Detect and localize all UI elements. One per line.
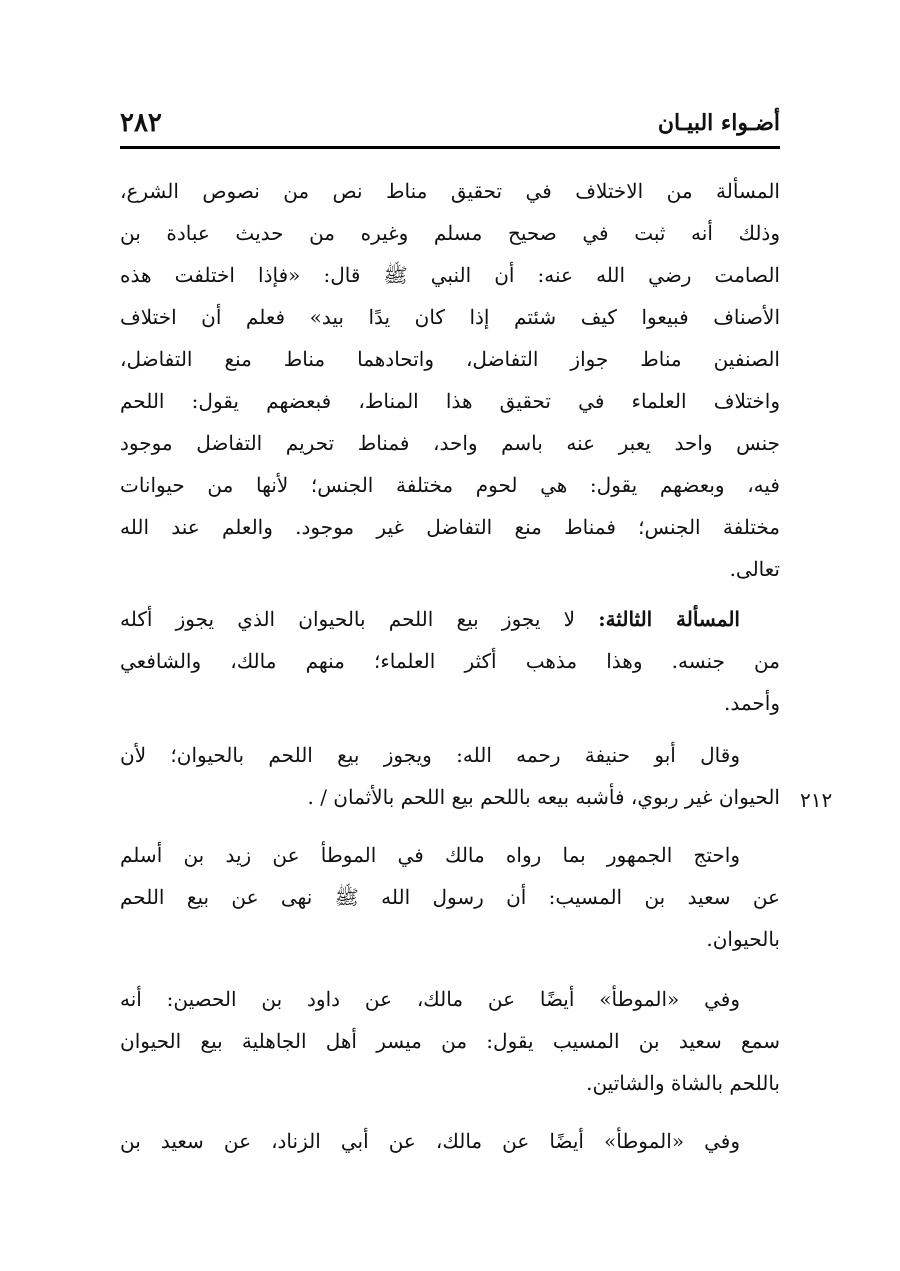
text-line: وأحمد. (724, 691, 780, 715)
text-line: فيه، وبعضهم يقول: هي لحوم مختلفة الجنس؛ لأنها من حيوانات (120, 473, 780, 497)
text-line (120, 736, 780, 776)
text-line: عن سعيد بن المسيب: أن رسول الله ﷺ نهى عن بيع اللحم (120, 885, 780, 909)
page-header (120, 108, 780, 148)
text-line: مختلفة الجنس؛ فمناط منع التفاضل غير موجود. والعلم عند الله (120, 515, 780, 539)
text-line: واختلاف العلماء في تحقيق هذا المناط، فبعضهم يقول: اللحم (120, 389, 780, 413)
text-line (120, 1122, 780, 1162)
text-line: الأصناف فبيعوا كيف شئتم إذا كان يدًا بيد» فعلم أن اختلاف (120, 305, 780, 329)
text-line: بالحيوان. (706, 927, 780, 951)
text-line: من جنسه. وهذا مذهب أكثر العلماء؛ منهم مالك، والشافعي (120, 649, 780, 673)
text-span: واحتج الجمهور بما رواه مالك في الموطأ عن زيد بن أسلم (120, 843, 740, 867)
text-line: باللحم بالشاة والشاتين. (586, 1071, 780, 1095)
text-line: المسألة من الاختلاف في تحقيق مناط نص من نصوص الشرع، (120, 179, 780, 203)
text-line (120, 836, 780, 876)
text-line: وذلك أنه ثبت في صحيح مسلم وغيره من حديث عبادة بن (120, 221, 780, 245)
text-line: الحيوان غير ربوي، فأشبه بيعه باللحم بيع اللحم بالأثمان / . (307, 785, 780, 809)
page-number: ٢٨٢ (120, 108, 162, 138)
text-span: لا يجوز بيع اللحم بالحيوان الذي يجوز أكله (120, 607, 575, 631)
text-span: وقال أبو حنيفة رحمه الله: ويجوز بيع اللحم بالحيوان؛ لأن (120, 743, 740, 767)
text-line: الصنفين مناط جواز التفاضل، واتحادهما مناط منع التفاضل، (120, 347, 780, 371)
text-line: جنس واحد يعبر عنه باسم واحد، فمناط تحريم التفاضل موجود (120, 431, 780, 455)
text-line (120, 980, 780, 1020)
text-line: تعالى. (729, 557, 780, 581)
text-span: وفي «الموطأ» أيضًا عن مالك، عن داود بن الحصين: أنه (120, 987, 740, 1011)
text-line: سمع سعيد بن المسيب يقول: من ميسر أهل الجاهلية بيع الحيوان (120, 1029, 780, 1053)
marginal-page-reference: ٢١٢ (800, 788, 833, 812)
book-title: أضـواء البيـان (657, 110, 780, 136)
text-line-with-heading (120, 600, 780, 640)
text-span: وفي «الموطأ» أيضًا عن مالك، عن أبي الزناد، عن سعيد بن (120, 1129, 740, 1153)
section-heading: المسألة الثالثة: (598, 607, 740, 631)
text-line: الصامت رضي الله عنه: أن النبي ﷺ قال: «فإذا اختلفت هذه (120, 263, 780, 287)
header-rule (120, 146, 780, 149)
